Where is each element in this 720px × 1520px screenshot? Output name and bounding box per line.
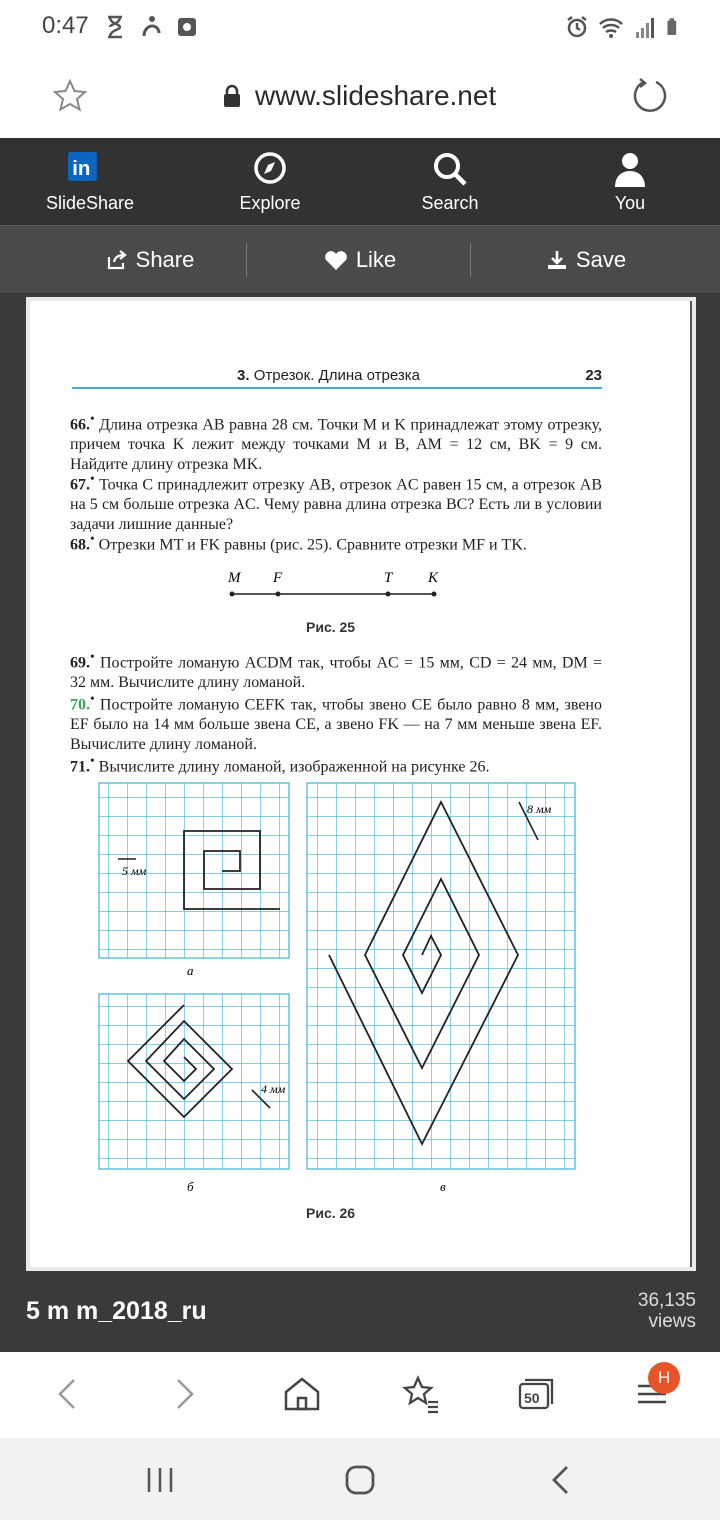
figure-26-sub-b: б bbox=[187, 1179, 194, 1194]
status-time: 0:47 bbox=[42, 12, 89, 39]
accessibility-icon bbox=[140, 14, 162, 40]
nav-explore-label: Explore bbox=[239, 193, 301, 213]
problem-mark: • bbox=[90, 471, 95, 486]
chapter-title: Отрезок. Длина отрезка bbox=[253, 367, 420, 384]
search-icon bbox=[430, 150, 470, 190]
url-text[interactable]: www.slideshare.net bbox=[255, 80, 497, 111]
point-t: T bbox=[384, 570, 393, 586]
label-5mm: 5 мм bbox=[122, 864, 147, 878]
lock-icon bbox=[222, 84, 242, 108]
back-icon[interactable] bbox=[46, 1372, 90, 1416]
document-title: 5 m m_2018_ru bbox=[26, 1297, 207, 1325]
system-back-icon[interactable] bbox=[542, 1460, 582, 1500]
figure-26-sub-a: а bbox=[187, 963, 194, 978]
problem-mark: • bbox=[90, 411, 95, 426]
recent-apps-icon[interactable] bbox=[140, 1460, 180, 1500]
bookmark-star-icon[interactable] bbox=[52, 78, 88, 114]
compass-icon bbox=[250, 150, 290, 190]
views-label: views bbox=[648, 1311, 696, 1332]
problem-number: 66. bbox=[70, 416, 90, 434]
share-button[interactable] bbox=[60, 226, 240, 294]
label-8mm: 8 мм bbox=[527, 802, 552, 816]
like-button[interactable] bbox=[270, 226, 450, 294]
tab-count: 50 bbox=[524, 1390, 540, 1406]
user-icon bbox=[610, 150, 650, 190]
problem-mark: • bbox=[90, 649, 95, 664]
nav-explore[interactable] bbox=[180, 138, 360, 225]
wifi-icon bbox=[598, 14, 624, 40]
problem-mark: • bbox=[90, 691, 95, 706]
browser-toolbar bbox=[0, 1352, 720, 1438]
battery-icon bbox=[666, 14, 682, 40]
document-title-bar bbox=[0, 1275, 720, 1352]
problem-69 bbox=[70, 647, 602, 693]
chapter-number: 3. bbox=[237, 367, 250, 384]
page-header bbox=[72, 363, 602, 389]
save-button[interactable] bbox=[496, 226, 676, 294]
url-bar bbox=[0, 56, 720, 138]
nav-search-label: Search bbox=[421, 193, 479, 213]
slide-viewer[interactable] bbox=[0, 293, 720, 1275]
linkedin-logo-icon bbox=[68, 152, 102, 186]
nav-you[interactable] bbox=[540, 138, 720, 225]
problem-70 bbox=[70, 689, 602, 755]
point-k: K bbox=[428, 570, 439, 586]
figure-26-caption: Рис. 26 bbox=[306, 1205, 356, 1221]
share-label: Share bbox=[135, 247, 195, 272]
nav-search[interactable] bbox=[360, 138, 540, 225]
home-button-icon[interactable] bbox=[340, 1460, 380, 1500]
linkedin-logo-text: in bbox=[72, 157, 91, 180]
views-count: 36,135 bbox=[637, 1290, 696, 1311]
forward-icon[interactable] bbox=[162, 1372, 206, 1416]
home-icon[interactable] bbox=[280, 1372, 324, 1416]
problem-number: 69. bbox=[70, 654, 90, 672]
media-icon bbox=[176, 14, 198, 40]
problem-66 bbox=[70, 409, 602, 475]
android-nav-bar bbox=[0, 1438, 720, 1520]
problem-text: Точка C принадлежит отрезку AB, отрезок AC равен 15 см, а отрезок AB на 5 см больше отрезка AC. Чему равна длина отрезка BC? Есть ли в условии задачи лишние данные? bbox=[70, 476, 602, 534]
figure-26-sub-v: в bbox=[440, 1179, 446, 1194]
action-bar bbox=[0, 225, 720, 293]
nav-slideshare[interactable] bbox=[0, 138, 180, 225]
problem-text: Постройте ломаную CEFK так, чтобы звено CE было равно 8 мм, звено EF было на 14 мм больше звена CE, а звено FK — на 7 мм меньше звена EF. Вычислите длину ломаной. bbox=[70, 696, 602, 754]
problem-mark: • bbox=[90, 531, 95, 546]
point-m: M bbox=[228, 570, 241, 586]
figure-26 bbox=[90, 779, 610, 1219]
problem-number: 68. bbox=[70, 536, 90, 554]
problem-68 bbox=[70, 529, 602, 555]
alarm-icon bbox=[566, 14, 588, 40]
hourglass-icon bbox=[104, 14, 126, 40]
problem-text: Вычислите длину ломаной, изображенной на рисунке 26. bbox=[98, 758, 490, 776]
figure-25 bbox=[220, 569, 450, 605]
like-label: Like bbox=[355, 247, 397, 272]
problem-mark: • bbox=[90, 753, 95, 768]
signal-icon bbox=[634, 14, 656, 40]
download-icon bbox=[546, 249, 568, 271]
problem-text: Постройте ломаную ACDM так, чтобы AC = 15 мм, CD = 24 мм, DM = 32 мм. Вычислите длину ломаной. bbox=[70, 654, 603, 692]
problem-number: 67. bbox=[70, 476, 90, 494]
problem-text: Длина отрезка AB равна 28 см. Точки M и K принадлежат этому отрезку, причем точка K лежит между точками M и B, AM = 12 см, BK = 9 см. Найдите длину отрезка MK. bbox=[70, 416, 603, 474]
heart-icon bbox=[324, 249, 348, 271]
share-icon bbox=[106, 249, 128, 271]
slideshare-nav bbox=[0, 138, 720, 225]
problem-number: 70. bbox=[70, 696, 90, 714]
reload-icon[interactable] bbox=[630, 76, 670, 116]
views-counter bbox=[638, 1290, 696, 1332]
point-f: F bbox=[273, 570, 283, 586]
tabs-icon[interactable] bbox=[514, 1372, 558, 1416]
page-number: 23 bbox=[585, 367, 602, 384]
nav-you-label: You bbox=[614, 193, 646, 213]
label-4mm: 4 мм bbox=[261, 1082, 286, 1096]
grid-v bbox=[307, 783, 575, 1169]
status-bar bbox=[0, 0, 720, 56]
save-label: Save bbox=[575, 247, 627, 272]
bookmarks-icon[interactable] bbox=[398, 1372, 442, 1416]
problem-number: 71. bbox=[70, 758, 90, 776]
notification-badge: H bbox=[648, 1362, 680, 1394]
problem-67 bbox=[70, 469, 602, 535]
problem-71 bbox=[70, 751, 602, 777]
problem-text: Отрезки MT и FK равны (рис. 25). Сравните отрезки MF и TK. bbox=[98, 536, 527, 554]
nav-slideshare-label: SlideShare bbox=[45, 193, 135, 213]
figure-25-caption: Рис. 25 bbox=[306, 619, 356, 635]
slide-page bbox=[26, 297, 696, 1271]
